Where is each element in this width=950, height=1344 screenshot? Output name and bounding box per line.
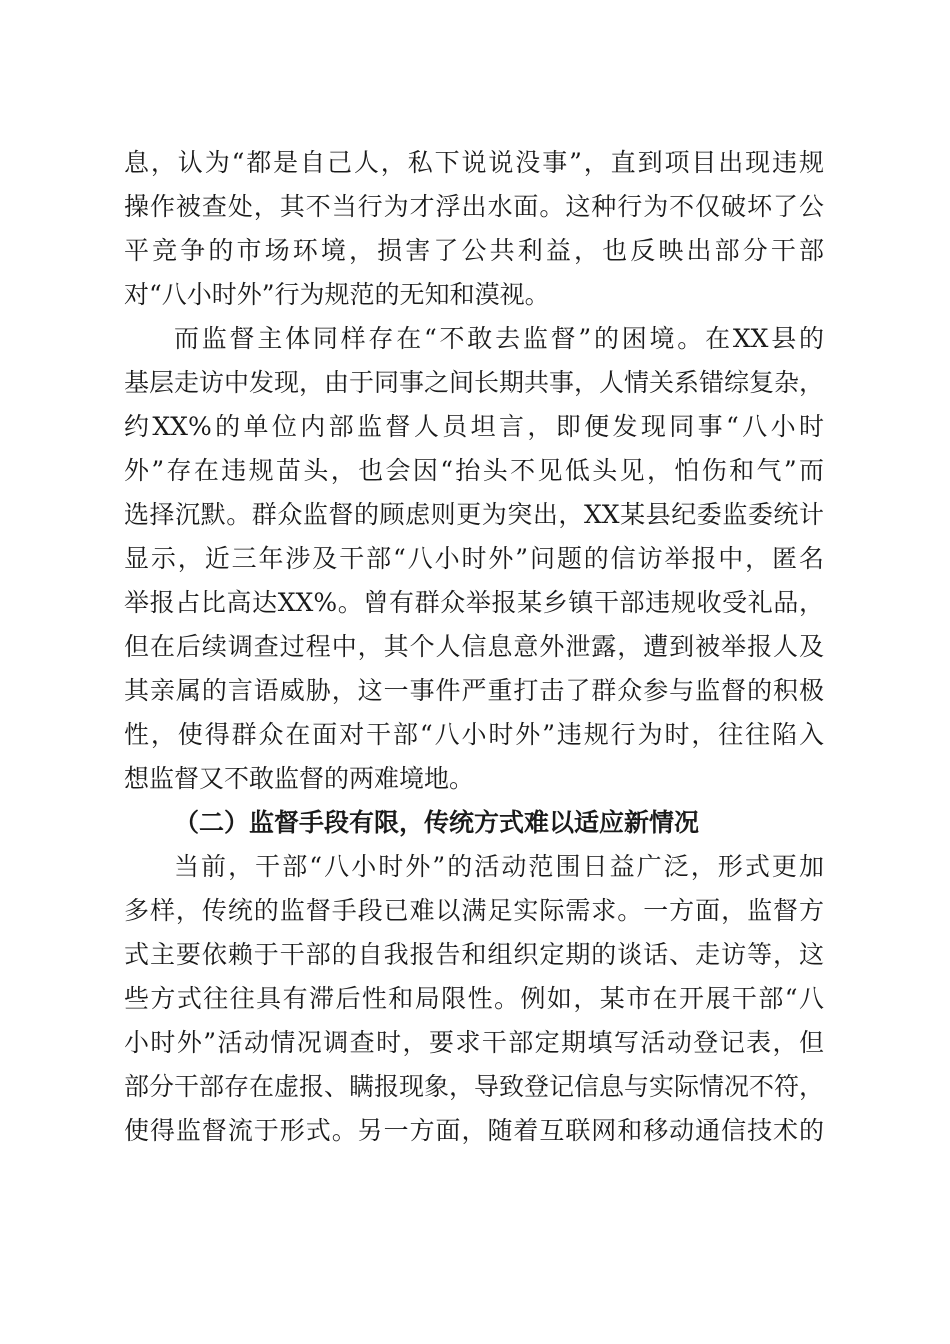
paragraph-2 [124,317,824,801]
paragraph-line: 些方式往往具有滞后性和局限性。例如，某市在开展干部“八 [124,984,824,1013]
paragraph-line: 式主要依赖于干部的自我报告和组织定期的谈话、走访等，这 [124,940,824,969]
paragraph-line: 但在后续调查过程中，其个人信息意外泄露，遭到被举报人及 [124,632,824,661]
paragraph-line: 举报占比高达XX%。曾有群众举报某乡镇干部违规收受礼品， [124,588,824,617]
paragraph-line: 约XX%的单位内部监督人员坦言，即便发现同事“八小时 [124,412,824,441]
paragraph-line: 对“八小时外”行为规范的无知和漠视。 [124,280,550,309]
paragraph-line: 基层走访中发现，由于同事之间长期共事，人情关系错综复杂， [124,368,824,397]
paragraph-1 [124,141,824,317]
paragraph-3 [124,845,824,1153]
paragraph-line: 想监督又不敢监督的两难境地。 [124,764,475,793]
paragraph-line: 使得监督流于形式。另一方面，随着互联网和移动通信技术的 [124,1116,824,1145]
paragraph-line: 小时外”活动情况调查时，要求干部定期填写活动登记表，但 [124,1028,824,1057]
document-body [124,141,824,1153]
paragraph-line: 平竞争的市场环境，损害了公共利益，也反映出部分干部 [124,236,824,265]
paragraph-line: 而监督主体同样存在“不敢去监督”的困境。在XX县的 [174,324,824,353]
paragraph-line: 性，使得群众在面对干部“八小时外”违规行为时，往往陷入 [124,720,824,749]
paragraph-line: 当前，干部“八小时外”的活动范围日益广泛，形式更加 [174,852,824,881]
paragraph-line: 息，认为“都是自己人，私下说说没事”，直到项目出现违规 [124,148,824,177]
paragraph-line: 操作被查处，其不当行为才浮出水面。这种行为不仅破坏了公 [124,192,824,221]
paragraph-line: 外”存在违规苗头，也会因“抬头不见低头见，怕伤和气”而 [124,456,824,485]
paragraph-line: 选择沉默。群众监督的顾虑则更为突出，XX某县纪委监委统计 [124,500,824,529]
paragraph-line: 部分干部存在虚报、瞒报现象，导致登记信息与实际情况不符， [124,1072,824,1101]
paragraph-line: 显示，近三年涉及干部“八小时外”问题的信访举报中，匿名 [124,544,824,573]
paragraph-line: 多样，传统的监督手段已难以满足实际需求。一方面，监督方 [124,896,824,925]
section-heading: （二）监督手段有限，传统方式难以适应新情况 [174,808,700,837]
paragraph-line: 其亲属的言语威胁，这一事件严重打击了群众参与监督的积极 [124,676,824,705]
